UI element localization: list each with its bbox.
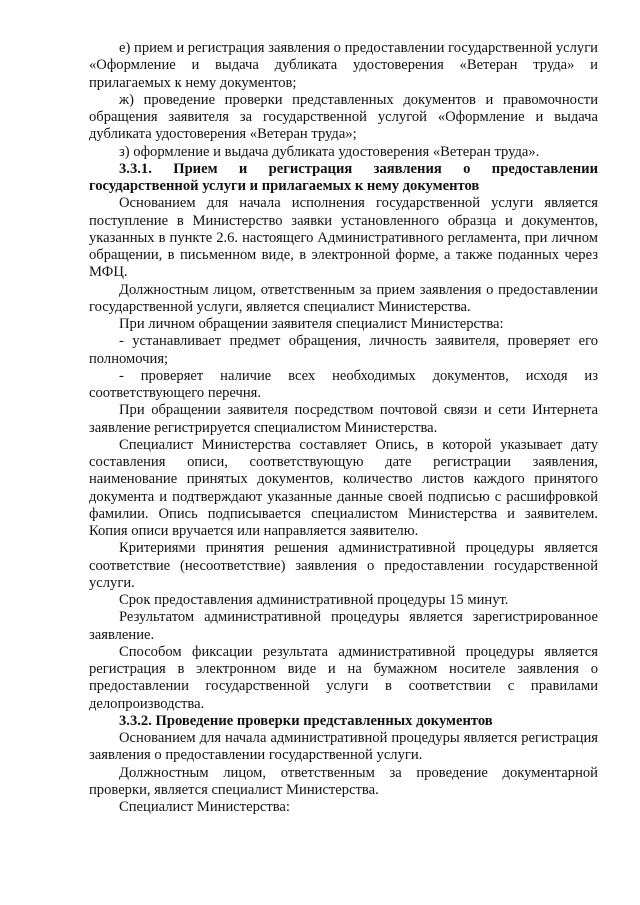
- paragraph: Способом фиксации результата административной процедуры является регистрация в электронном виде и на бумажном носителе заявления о предоставлении государственной услуги в соответствии с правилами делопроизводства.: [89, 643, 598, 712]
- paragraph-item-z: з) оформление и выдача дубликата удостоверения «Ветеран труда».: [119, 143, 540, 160]
- paragraph: При обращении заявителя посредством почтовой связи и сети Интернета заявление регистрируется специалистом Министерства.: [89, 402, 598, 436]
- paragraph: Должностным лицом, ответственным за прием заявления о предоставлении государственной услуги, является специалист Министерства.: [89, 281, 598, 315]
- document-page: [89, 40, 598, 816]
- section-heading-3-3-2: 3.3.2. Проведение проверки представленных документов: [119, 712, 493, 729]
- paragraph: Должностным лицом, ответственным за проведение документарной проверки, является специалист Министерства.: [89, 764, 598, 798]
- paragraph: Критериями принятия решения административной процедуры является соответствие (несоответствие) заявления о предоставлении государственной услуги.: [89, 540, 598, 591]
- paragraph: При личном обращении заявителя специалист Министерства:: [119, 316, 504, 332]
- paragraph: Основанием для начала исполнения государственной услуги является поступление в Министерство заявки установленного образца и документов, указанных в пункте 2.6. настоящего Административного регламента, при личном обращении, в письменном виде, в электронной форме, а также поданных через МФЦ.: [89, 195, 598, 281]
- paragraph-item-zh: ж) проведение проверки представленных документов и правомочности обращения заявителя за государственной услугой «Оформление и выдача дубликата удостоверения «Ветеран труда»;: [89, 91, 598, 143]
- paragraph: Результатом административной процедуры является зарегистрированное заявление.: [89, 609, 598, 643]
- paragraph: Специалист Министерства составляет Опись, в которой указывает дату составления описи, соответствующую дате регистрации заявления, наименование принятых документов, количество листов каждого принятого документа и подтверждают указанные данные своей подписью с расшифровкой фамилии. Опись подписывается специалистом Министерства и заявителем. Копия описи вручается или направляется заявителю.: [89, 436, 598, 539]
- list-item: - устанавливает предмет обращения, личность заявителя, проверяет его полномочия;: [89, 333, 598, 367]
- list-item: - проверяет наличие всех необходимых документов, исходя из соответствующего перечня.: [89, 367, 598, 401]
- paragraph-item-e: е) прием и регистрация заявления о предоставлении государственной услуги «Оформление и выдача дубликата удостоверения «Ветеран труда» и прилагаемых к нему документов;: [89, 40, 598, 91]
- paragraph: Основанием для начала административной процедуры является регистрация заявления о предоставлении государственной услуги.: [89, 730, 598, 764]
- paragraph: Специалист Министерства:: [119, 799, 290, 815]
- section-heading-3-3-1: 3.3.1. Прием и регистрация заявления о предоставлении государственной услуги и прилагаемых к нему документов: [89, 160, 598, 194]
- paragraph: Срок предоставления административной процедуры 15 минут.: [119, 592, 509, 608]
